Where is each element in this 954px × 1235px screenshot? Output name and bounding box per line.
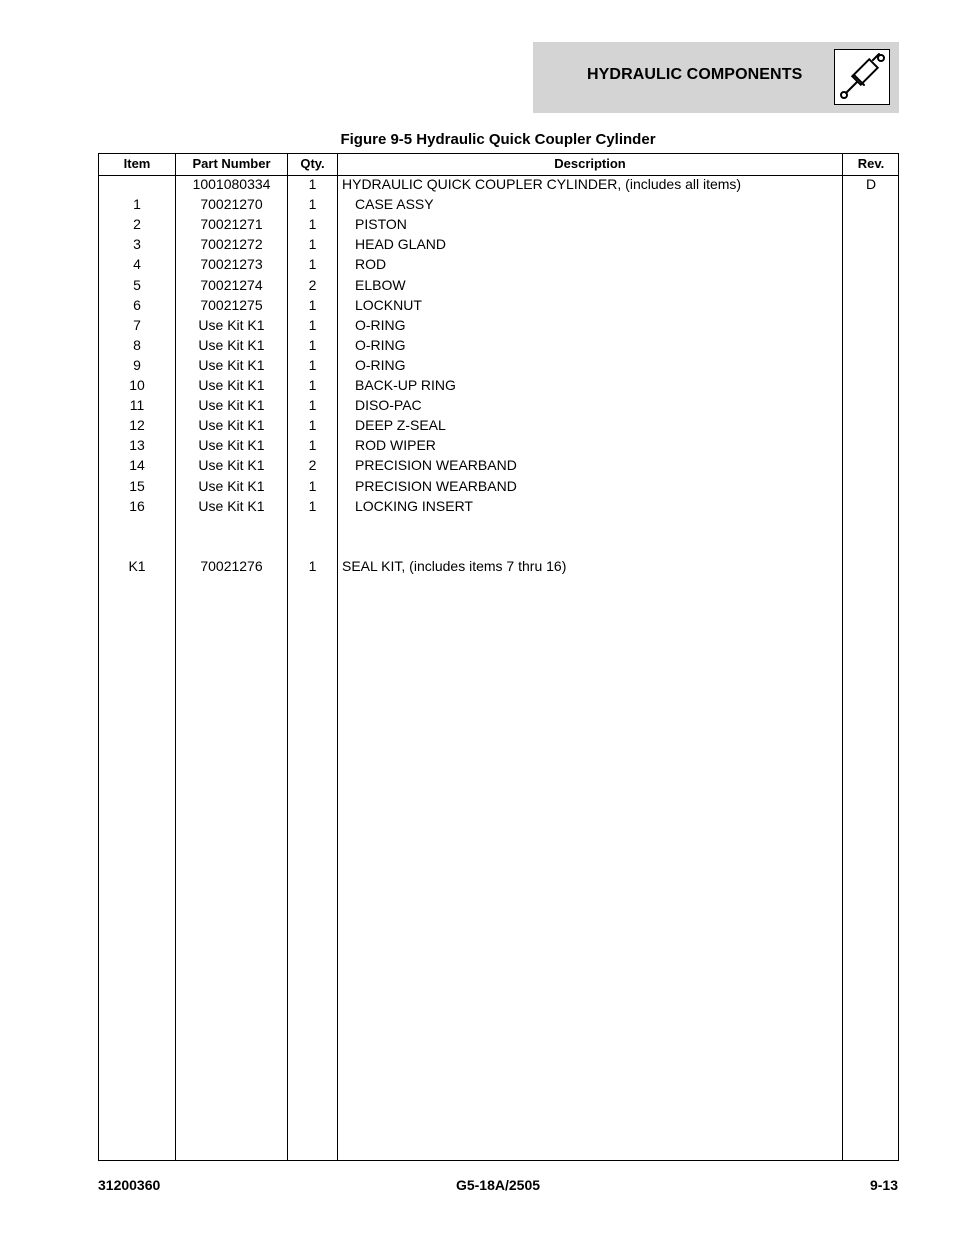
part-number-cell: Use Kit K1 (198, 457, 265, 474)
description-cell: O-RING (355, 316, 406, 333)
qty-cell: 1 (308, 477, 317, 494)
column-header-qty: Qty. (300, 156, 325, 171)
item-cell: 16 (129, 497, 145, 514)
table-row (99, 455, 898, 475)
parts-table (98, 153, 899, 1161)
part-number-cell: Use Kit K1 (198, 356, 265, 373)
table-row (99, 355, 898, 375)
table-row (99, 275, 898, 295)
section-title: HYDRAULIC COMPONENTS (587, 66, 803, 83)
description-cell: LOCKNUT (355, 296, 422, 313)
part-number-cell: Use Kit K1 (198, 397, 265, 414)
qty-cell: 1 (308, 196, 317, 213)
description-cell: ROD (355, 256, 387, 273)
qty-cell: 1 (308, 216, 317, 233)
description-cell: PISTON (355, 216, 407, 233)
qty-cell: 2 (308, 276, 317, 293)
footer-page-number: 9-13 (869, 1177, 898, 1193)
qty-cell: 1 (308, 356, 317, 373)
column-header-description: Description (554, 156, 626, 171)
table-row (99, 435, 898, 455)
description-cell: O-RING (355, 356, 406, 373)
hydraulic-cylinder-icon (834, 49, 890, 105)
qty-cell: 1 (308, 397, 317, 414)
column-header-rev: Rev. (857, 156, 885, 171)
description-cell: ELBOW (355, 276, 406, 293)
item-cell: 11 (129, 397, 145, 414)
part-number-cell: 70021273 (200, 256, 263, 273)
qty-cell: 1 (308, 558, 317, 574)
part-number-cell: Use Kit K1 (198, 336, 265, 353)
item-cell: 3 (133, 236, 141, 253)
part-number-cell: 70021275 (200, 296, 263, 313)
part-number-cell: Use Kit K1 (198, 316, 265, 333)
item-cell: 12 (129, 417, 145, 434)
description-cell: SEAL KIT, (includes items 7 thru 16) (342, 558, 567, 574)
table-row (99, 295, 898, 315)
description-cell: PRECISION WEARBAND (355, 477, 517, 494)
qty-cell: 1 (308, 316, 317, 333)
qty-cell: 1 (308, 176, 317, 192)
description-cell: HEAD GLAND (355, 236, 447, 253)
part-number-cell: Use Kit K1 (198, 377, 265, 393)
table-row (99, 415, 898, 435)
table-row (99, 496, 898, 516)
item-cell: 2 (133, 216, 141, 233)
item-cell: 9 (133, 356, 141, 373)
item-cell: 10 (129, 377, 145, 393)
table-row (99, 395, 898, 415)
description-cell: ROD WIPER (355, 437, 436, 454)
section-header (533, 42, 899, 113)
description-cell: DISO-PAC (355, 397, 422, 414)
table-row (99, 174, 898, 194)
footer-document-number: 31200360 (98, 1177, 161, 1193)
qty-cell: 2 (308, 457, 317, 474)
part-number-cell: Use Kit K1 (198, 497, 265, 514)
table-row (99, 194, 898, 214)
item-cell: 1 (133, 196, 141, 213)
part-number-cell: 70021272 (200, 236, 263, 253)
qty-cell: 1 (308, 336, 317, 353)
item-cell: K1 (128, 558, 146, 574)
description-cell: HYDRAULIC QUICK COUPLER CYLINDER, (includes all items) (342, 176, 742, 192)
table-row (99, 214, 898, 234)
item-cell: 7 (133, 316, 141, 333)
part-number-cell: Use Kit K1 (198, 417, 265, 434)
rev-cell: D (865, 176, 877, 192)
item-cell: 4 (133, 256, 141, 273)
qty-cell: 1 (308, 377, 317, 393)
part-number-cell: 1001080334 (192, 176, 271, 192)
qty-cell: 1 (308, 256, 317, 273)
table-row (99, 375, 898, 395)
qty-cell: 1 (308, 437, 317, 454)
part-number-cell: 70021270 (200, 196, 263, 213)
item-cell: 8 (133, 336, 141, 353)
description-cell: DEEP Z-SEAL (355, 417, 446, 434)
qty-cell: 1 (308, 296, 317, 313)
part-number-cell: Use Kit K1 (198, 477, 265, 494)
table-row (99, 476, 898, 496)
description-cell: BACK-UP RING (355, 377, 456, 393)
table-row (99, 315, 898, 335)
part-number-cell: 70021271 (200, 216, 263, 233)
table-row (99, 234, 898, 254)
description-cell: O-RING (355, 336, 406, 353)
part-number-cell: 70021276 (200, 558, 263, 574)
qty-cell: 1 (308, 497, 317, 514)
qty-cell: 1 (308, 417, 317, 434)
item-cell: 5 (133, 276, 141, 293)
figure-title: Figure 9-5 Hydraulic Quick Coupler Cylinder (340, 131, 656, 148)
column-header-item: Item (123, 156, 151, 171)
table-row (99, 556, 898, 576)
item-cell: 13 (129, 437, 145, 454)
part-number-cell: 70021274 (200, 276, 263, 293)
description-cell: CASE ASSY (355, 196, 434, 213)
table-row (99, 335, 898, 355)
qty-cell: 1 (308, 236, 317, 253)
footer-model: G5-18A/2505 (455, 1177, 541, 1193)
table-row (99, 254, 898, 274)
part-number-cell: Use Kit K1 (198, 437, 265, 454)
item-cell: 15 (129, 477, 145, 494)
description-cell: PRECISION WEARBAND (355, 457, 517, 474)
description-cell: LOCKING INSERT (355, 497, 473, 514)
column-header-part-number: Part Number (192, 156, 271, 171)
item-cell: 14 (129, 457, 145, 474)
item-cell: 6 (133, 296, 141, 313)
